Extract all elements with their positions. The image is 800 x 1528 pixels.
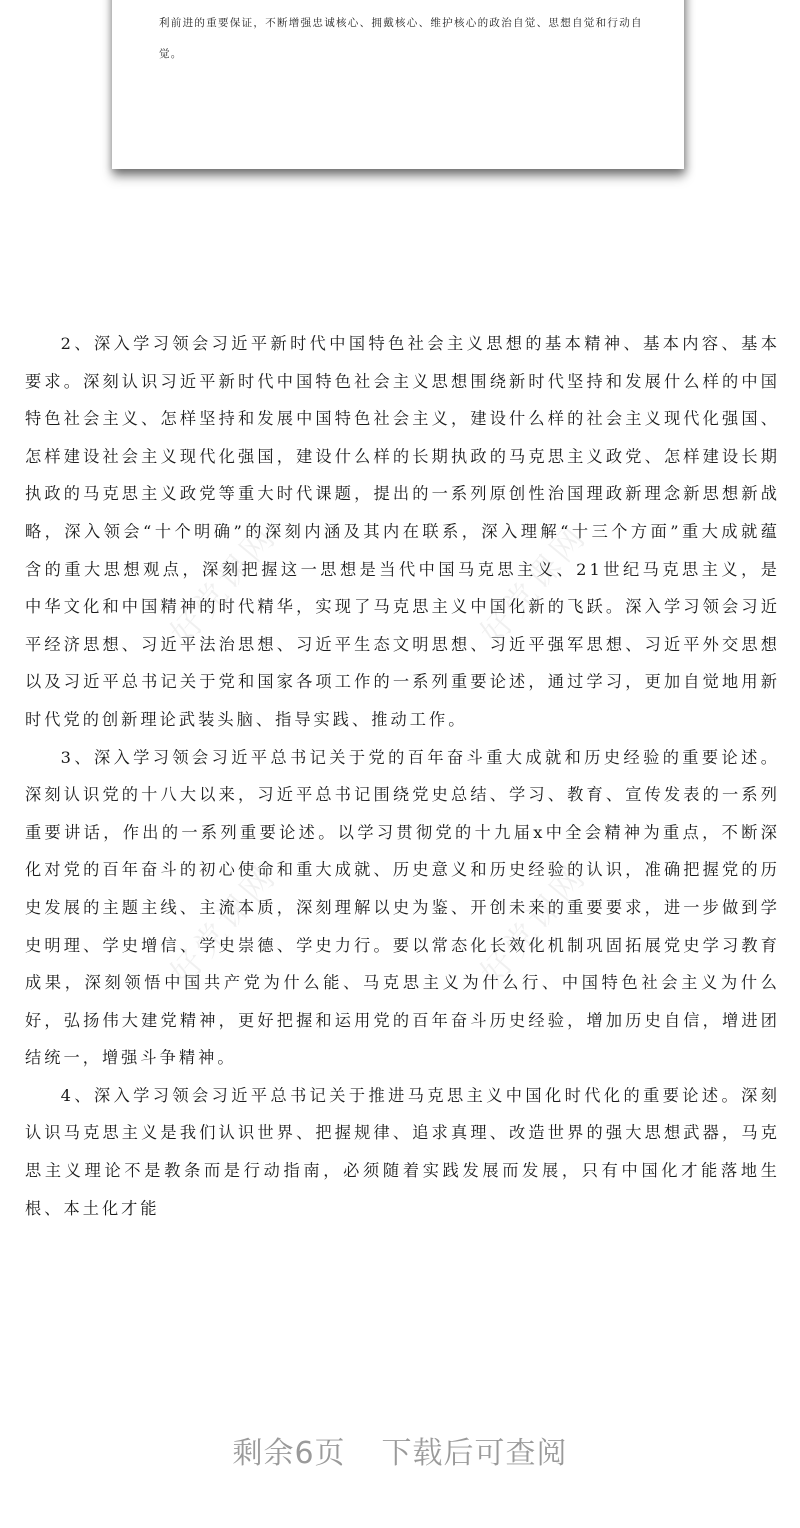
remaining-pages-label[interactable]: 剩余6页: [232, 1436, 346, 1471]
watermark: 好党课网: [472, 516, 595, 652]
watermark: 好党课网: [472, 856, 595, 992]
paragraph-4: 4、深入学习领会习近平总书记关于推进马克思主义中国化时代化的重要论述。深刻认识马克思主义是我们认识世界、把握规律、追求真理、改造世界的强大思想武器，马克思主义理论不是教条而是行动指南，必须随着实践发展而发展，只有中国化才能落地生根、本土化才能: [25, 1085, 780, 1218]
paragraph-3: 3、深入学习领会习近平总书记关于党的百年奋斗重大成就和历史经验的重要论述。深刻认识党的十八大以来，习近平总书记围绕党史总结、学习、教育、宣传发表的一系列重要讲话，作出的一系列重要论述。以学习贯彻党的十九届x中全会精神为重点，不断深化对党的百年奋斗的初心使命和重大成就、历史意义和历史经验的认识，准确把握党的历史发展的主题主线、主流本质，深刻理解以史为鉴、开创未来的重要要求，进一步做到学史明理、学史增信、学史崇德、学史力行。要以常态化长效化机制巩固拓展党史学习教育成果，深刻领悟中国共产党为什么能、马克思主义为什么行、中国特色社会主义为什么好，弘扬伟大建党精神，更好把握和运用党的百年奋斗历史经验，增加历史自信，增进团结统一，增强斗争精神。: [25, 747, 780, 1068]
paragraph-2: 2、深入学习领会习近平新时代中国特色社会主义思想的基本精神、基本内容、基本要求。深刻认识习近平新时代中国特色社会主义思想围绕新时代坚持和发展什么样的中国特色社会主义、怎样坚持和发展中国特色社会主义，建设什么样的社会主义现代化强国、怎样建设社会主义现代化强国，建设什么样的长期执政的马克思主义政党、怎样建设长期执政的马克思主义政党等重大时代课题，提出的一系列原创性治国理政新理念新思想新战略，深入领会“十个明确”的深刻内涵及其内在联系，深入理解“十三个方面”重大成就蕴含的重大思想观点，深刻把握这一思想是当代中国马克思主义、21世纪马克思主义，是中华文化和中国精神的时代精华，实现了马克思主义中国化新的飞跃。深入学习领会习近平经济思想、习近平法治思想、习近平生态文明思想、习近平强军思想、习近平外交思想以及习近平总书记关于党和国家各项工作的一系列重要论述，通过学习，更加自觉地用新时代党的创新理论武装头脑、指导实践、推动工作。: [25, 334, 780, 729]
previous-page-text: [159, 8, 649, 70]
preview-line: 觉。: [159, 48, 183, 60]
download-to-view-prompt[interactable]: [0, 1420, 800, 1480]
download-hint-label[interactable]: 下载后可查阅: [381, 1436, 568, 1471]
document-body: [25, 325, 780, 1227]
watermark: 好党课网: [162, 856, 285, 992]
previous-page-preview: [112, 0, 684, 169]
preview-line: 利前进的重要保证，不断增强忠诚核心、拥戴核心、维护核心的政治自觉、思想自觉和行动自: [159, 17, 643, 29]
watermark: 好党课网: [162, 516, 285, 652]
